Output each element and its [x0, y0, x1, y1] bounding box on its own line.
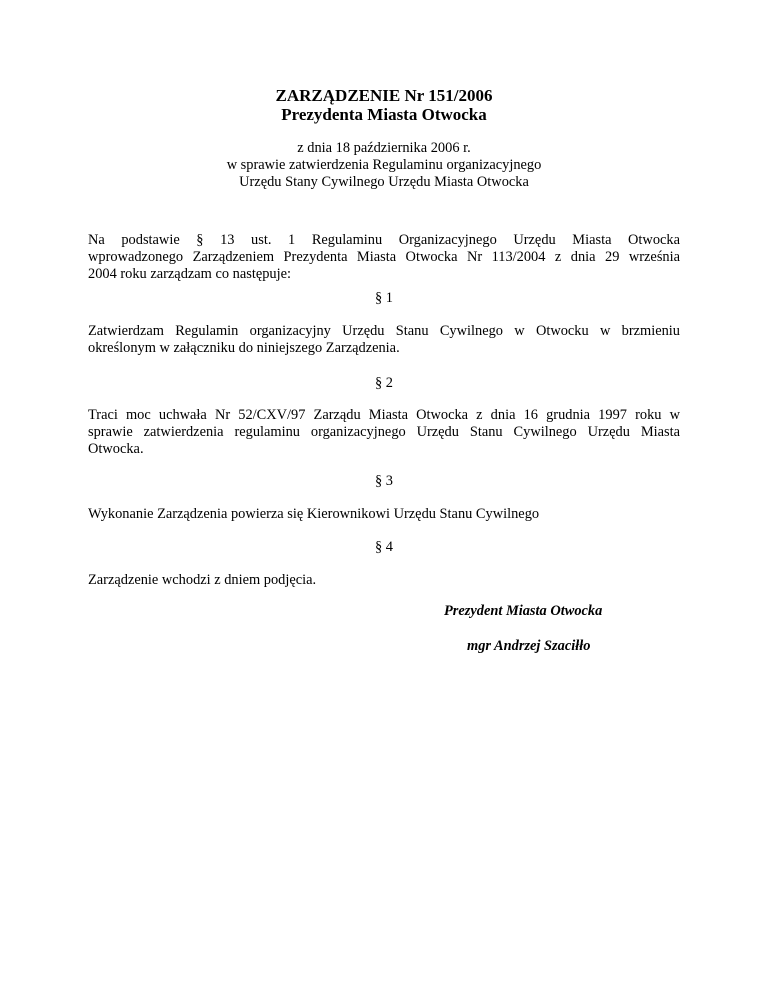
- section-4-paragraph: [88, 572, 680, 589]
- preamble-line: Na podstawie § 13 ust. 1 Regulaminu Organizacyjnego Urzędu Miasta Otwocka: [88, 232, 680, 248]
- preamble-line: 2004 roku zarządzam co następuje:: [88, 266, 291, 282]
- preamble-paragraph: [88, 232, 680, 283]
- section-2-paragraph: [88, 407, 680, 458]
- section-3-paragraph: [88, 506, 680, 523]
- section-line: Traci moc uchwała Nr 52/CXV/97 Zarządu Miasta Otwocka z dnia 16 grudnia 1997 roku w: [88, 407, 680, 423]
- document-title: [0, 86, 768, 124]
- section-1-paragraph: [88, 323, 680, 357]
- title-line-2: Prezydenta Miasta Otwocka: [281, 105, 487, 124]
- subject-line-1: w sprawie zatwierdzenia Regulaminu organizacyjnego: [226, 157, 542, 173]
- subject-line-2: Urzędu Stany Cywilnego Urzędu Miasta Otwocka: [239, 174, 529, 190]
- section-line: Wykonanie Zarządzenia powierza się Kierownikowi Urzędu Stanu Cywilnego: [88, 506, 540, 522]
- signature-name: mgr Andrzej Szaciłło: [467, 638, 591, 654]
- section-2-heading: § 2: [375, 375, 393, 391]
- section-line: sprawie zatwierdzenia regulaminu organizacyjnego Urzędu Stanu Cywilnego Urzędu Miasta: [88, 424, 680, 440]
- section-4-heading: § 4: [375, 539, 393, 555]
- section-1-heading: § 1: [375, 290, 393, 306]
- document-subtitle: [0, 140, 768, 191]
- date-line: z dnia 18 października 2006 r.: [297, 140, 471, 156]
- title-line-1: ZARZĄDZENIE Nr 151/2006: [275, 86, 493, 105]
- section-line: Zarządzenie wchodzi z dniem podjęcia.: [88, 572, 317, 588]
- section-line: określonym w załączniku do niniejszego Zarządzenia.: [88, 340, 400, 356]
- section-line: Zatwierdzam Regulamin organizacyjny Urzędu Stanu Cywilnego w Otwocku w brzmieniu: [88, 323, 680, 339]
- section-line: Otwocka.: [88, 441, 144, 457]
- section-3-heading: § 3: [375, 473, 393, 489]
- signature-title: Prezydent Miasta Otwocka: [444, 603, 603, 619]
- preamble-line: wprowadzonego Zarządzeniem Prezydenta Miasta Otwocka Nr 113/2004 z dnia 29 września: [88, 249, 680, 265]
